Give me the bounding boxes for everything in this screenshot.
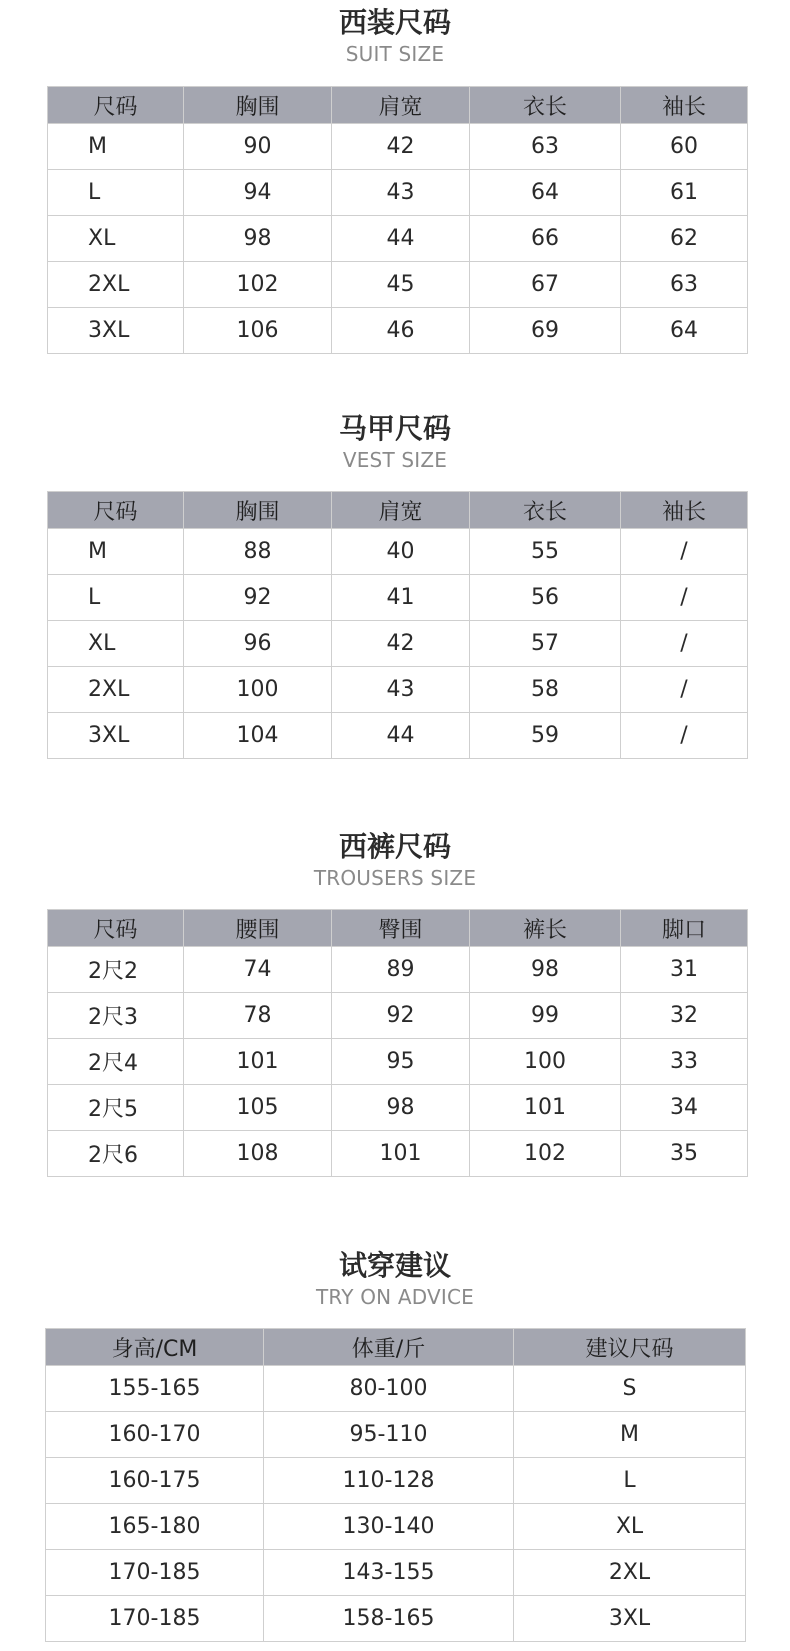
table-cell: L [514,1458,746,1504]
column-header: 建议尺码 [514,1329,746,1366]
table-cell: 130-140 [264,1504,514,1550]
column-header: 尺码 [48,87,184,124]
table-cell: 63 [470,124,621,170]
column-header: 肩宽 [332,87,470,124]
table-cell: 101 [470,1085,621,1131]
table-cell: 64 [621,308,748,354]
table-cell: 98 [184,216,332,262]
table-row [48,529,748,575]
table-cell: 158-165 [264,1596,514,1642]
table-cell: 2尺5 [48,1085,184,1131]
table-cell: / [621,529,748,575]
table-row [46,1458,746,1504]
table-cell: 41 [332,575,470,621]
table-row [46,1412,746,1458]
table-cell: M [514,1412,746,1458]
table-cell: 2尺3 [48,993,184,1039]
column-header: 脚口 [621,910,748,947]
table-cell: 59 [470,713,621,759]
table-cell: 78 [184,993,332,1039]
table-cell: / [621,621,748,667]
suit-size-title: 西装尺码 [338,6,451,39]
table-cell: 32 [621,993,748,1039]
table-cell: 55 [470,529,621,575]
table-cell: 74 [184,947,332,993]
vest-size-title: 马甲尺码 [338,412,451,445]
table-cell: 92 [184,575,332,621]
table-cell: XL [514,1504,746,1550]
column-header: 裤长 [470,910,621,947]
table-cell: L [48,575,184,621]
table-row [48,1039,748,1085]
table-header-row [46,1329,746,1366]
table-row [48,124,748,170]
column-header: 胸围 [184,87,332,124]
table-header-row [48,87,748,124]
column-header: 袖长 [621,492,748,529]
table-cell: 155-165 [46,1366,264,1412]
table-row [48,947,748,993]
table-cell: 101 [184,1039,332,1085]
table-cell: / [621,713,748,759]
table-cell: 102 [470,1131,621,1177]
table-cell: 160-170 [46,1412,264,1458]
table-cell: 165-180 [46,1504,264,1550]
table-cell: 95 [332,1039,470,1085]
table-cell: 143-155 [264,1550,514,1596]
table-cell: 102 [184,262,332,308]
table-cell: 44 [332,713,470,759]
table-cell: 42 [332,124,470,170]
table-cell: 2XL [514,1550,746,1596]
table-cell: 95-110 [264,1412,514,1458]
table-cell: 92 [332,993,470,1039]
table-cell: 89 [332,947,470,993]
column-header: 胸围 [184,492,332,529]
column-header: 身高/CM [46,1329,264,1366]
table-cell: 170-185 [46,1550,264,1596]
table-cell: 110-128 [264,1458,514,1504]
table-cell: 2尺4 [48,1039,184,1085]
table-cell: S [514,1366,746,1412]
table-cell: 90 [184,124,332,170]
table-cell: 44 [332,216,470,262]
table-cell: XL [48,621,184,667]
table-cell: / [621,667,748,713]
table-row [46,1504,746,1550]
table-cell: M [48,529,184,575]
table-cell: 64 [470,170,621,216]
table-row [48,1131,748,1177]
table-cell: 2尺2 [48,947,184,993]
column-header: 体重/斤 [264,1329,514,1366]
suit-size-subtitle: SUIT SIZE [345,42,445,66]
table-cell: 58 [470,667,621,713]
table-cell: 88 [184,529,332,575]
table-cell: 98 [332,1085,470,1131]
column-header: 衣长 [470,87,621,124]
column-header: 腰围 [184,910,332,947]
table-row [46,1366,746,1412]
table-cell: 45 [332,262,470,308]
table-cell: 99 [470,993,621,1039]
table-cell: 66 [470,216,621,262]
table-cell: 57 [470,621,621,667]
table-row [48,1085,748,1131]
table-row [48,993,748,1039]
table-header-row [48,910,748,947]
table-row [46,1596,746,1642]
column-header: 袖长 [621,87,748,124]
table-cell: 106 [184,308,332,354]
column-header: 臀围 [332,910,470,947]
table-cell: 61 [621,170,748,216]
table-cell: 63 [621,262,748,308]
table-cell: 3XL [48,713,184,759]
table-cell: 56 [470,575,621,621]
table-cell: 2XL [48,262,184,308]
table-cell: 42 [332,621,470,667]
suit-size-table [47,86,748,354]
table-cell: M [48,124,184,170]
table-cell: 43 [332,667,470,713]
column-header: 衣长 [470,492,621,529]
table-cell: 40 [332,529,470,575]
table-cell: 101 [332,1131,470,1177]
table-cell: 43 [332,170,470,216]
table-row [48,262,748,308]
table-cell: 2尺6 [48,1131,184,1177]
table-cell: L [48,170,184,216]
table-cell: 170-185 [46,1596,264,1642]
table-row [46,1550,746,1596]
table-cell: 35 [621,1131,748,1177]
table-cell: 100 [184,667,332,713]
column-header: 尺码 [48,910,184,947]
try-on-advice-subtitle: TRY ON ADVICE [316,1285,474,1309]
table-row [48,667,748,713]
table-row [48,621,748,667]
table-cell: 67 [470,262,621,308]
table-cell: 98 [470,947,621,993]
table-cell: 2XL [48,667,184,713]
try-on-advice-title: 试穿建议 [338,1249,451,1282]
table-cell: 160-175 [46,1458,264,1504]
table-cell: 62 [621,216,748,262]
table-cell: 94 [184,170,332,216]
table-header-row [48,492,748,529]
table-row [48,170,748,216]
try-on-advice-table [45,1328,746,1642]
table-cell: XL [48,216,184,262]
column-header: 肩宽 [332,492,470,529]
table-row [48,216,748,262]
table-cell: 100 [470,1039,621,1085]
vest-size-table [47,491,748,759]
table-cell: 33 [621,1039,748,1085]
column-header: 尺码 [48,492,184,529]
table-cell: 34 [621,1085,748,1131]
table-cell: 108 [184,1131,332,1177]
table-cell: 3XL [48,308,184,354]
table-row [48,713,748,759]
table-cell: 105 [184,1085,332,1131]
trousers-size-table [47,909,748,1177]
table-row [48,575,748,621]
table-row [48,308,748,354]
table-cell: 31 [621,947,748,993]
table-cell: 80-100 [264,1366,514,1412]
vest-size-subtitle: VEST SIZE [342,448,448,472]
table-cell: 3XL [514,1596,746,1642]
table-cell: 60 [621,124,748,170]
table-cell: 46 [332,308,470,354]
table-cell: 104 [184,713,332,759]
table-cell: 69 [470,308,621,354]
table-cell: / [621,575,748,621]
table-cell: 96 [184,621,332,667]
trousers-size-subtitle: TROUSERS SIZE [313,866,477,890]
trousers-size-title: 西裤尺码 [338,830,451,863]
